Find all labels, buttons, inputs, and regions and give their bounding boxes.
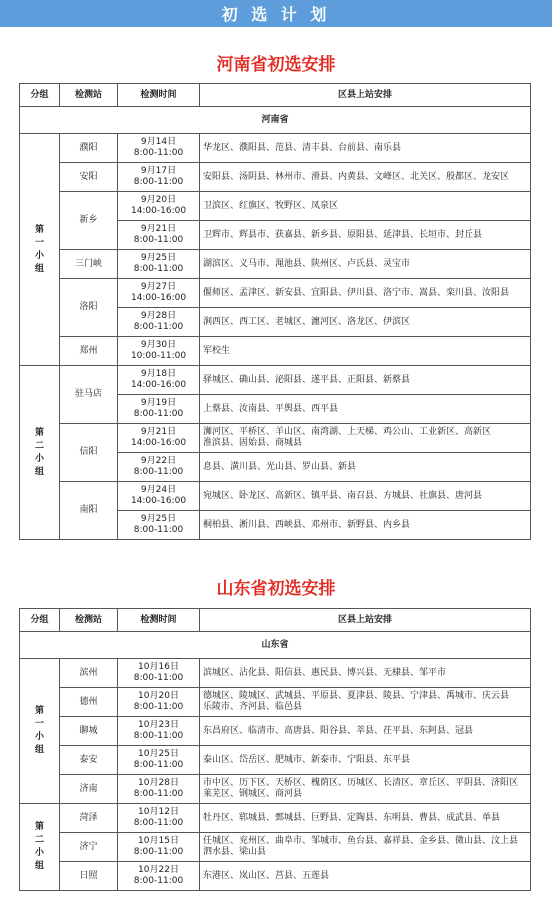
time-cell: 10月15日 8:00-11:00 bbox=[118, 833, 200, 862]
time-cell: 9月30日 10:00-11:00 bbox=[118, 337, 200, 366]
station-cell: 日照 bbox=[60, 862, 118, 891]
table-header-row bbox=[20, 84, 531, 107]
group-label: 第 一 小 组 bbox=[20, 659, 60, 804]
station-cell: 滨州 bbox=[60, 659, 118, 688]
station-cell: 济宁 bbox=[60, 833, 118, 862]
time-cell: 10月22日 8:00-11:00 bbox=[118, 862, 200, 891]
group-label: 第 二 小 组 bbox=[20, 804, 60, 891]
station-cell: 濮阳 bbox=[60, 134, 118, 163]
time-cell: 9月27日 14:00-16:00 bbox=[118, 279, 200, 308]
time-cell: 9月17日 8:00-11:00 bbox=[118, 163, 200, 192]
station-cell: 三门峡 bbox=[60, 250, 118, 279]
time-cell: 9月19日 8:00-11:00 bbox=[118, 395, 200, 424]
station-cell: 洛阳 bbox=[60, 279, 118, 337]
counties-cell: 湖滨区、义马市、渑池县、陕州区、卢氏县、灵宝市 bbox=[200, 250, 531, 279]
table-row bbox=[20, 482, 531, 511]
group-label: 第 二 小 组 bbox=[20, 366, 60, 540]
table-row bbox=[20, 833, 531, 862]
header-time: 检测时间 bbox=[118, 609, 200, 632]
table-row bbox=[20, 250, 531, 279]
table-row bbox=[20, 804, 531, 833]
table-row bbox=[20, 163, 531, 192]
time-cell: 10月23日 8:00-11:00 bbox=[118, 717, 200, 746]
table-header-row bbox=[20, 609, 531, 632]
time-cell: 9月28日 8:00-11:00 bbox=[118, 308, 200, 337]
time-cell: 9月25日 8:00-11:00 bbox=[118, 511, 200, 540]
counties-cell: 卫辉市、辉县市、获嘉县、新乡县、原阳县、延津县、长垣市、封丘县 bbox=[200, 221, 531, 250]
counties-cell: 军校生 bbox=[200, 337, 531, 366]
counties-cell: 滨城区、沾化县、阳信县、惠民县、博兴县、无棣县、邹平市 bbox=[200, 659, 531, 688]
province-row: 山东省 bbox=[20, 632, 531, 659]
counties-cell: 东昌府区、临清市、高唐县、阳谷县、莘县、茌平县、东阿县、冠县 bbox=[200, 717, 531, 746]
time-cell: 9月24日 14:00-16:00 bbox=[118, 482, 200, 511]
counties-cell: 安阳县、汤阴县、林州市、滑县、内黄县、文峰区、北关区、殷都区、龙安区 bbox=[200, 163, 531, 192]
header-counties: 区县上站安排 bbox=[200, 84, 531, 107]
table-row bbox=[20, 134, 531, 163]
station-cell: 聊城 bbox=[60, 717, 118, 746]
counties-cell: 驿城区、确山县、泌阳县、遂平县、正阳县、新蔡县 bbox=[200, 366, 531, 395]
station-cell: 济南 bbox=[60, 775, 118, 804]
table-row bbox=[20, 775, 531, 804]
counties-cell: 浉河区、平桥区、羊山区、南湾湖、上天梯、鸡公山、工业新区、高新区 淮滨县、固始县、商城县 bbox=[200, 424, 531, 453]
time-cell: 10月16日 8:00-11:00 bbox=[118, 659, 200, 688]
counties-cell: 上蔡县、汝南县、平舆县、西平县 bbox=[200, 395, 531, 424]
time-cell: 10月25日 8:00-11:00 bbox=[118, 746, 200, 775]
counties-cell: 息县、潢川县、光山县、罗山县、新县 bbox=[200, 453, 531, 482]
banner bbox=[0, 0, 552, 27]
station-cell: 信阳 bbox=[60, 424, 118, 482]
counties-cell: 东港区、岚山区、莒县、五莲县 bbox=[200, 862, 531, 891]
station-cell: 菏泽 bbox=[60, 804, 118, 833]
henan-schedule-table bbox=[19, 83, 531, 540]
counties-cell: 牡丹区、郓城县、鄄城县、巨野县、定陶县、东明县、曹县、成武县、单县 bbox=[200, 804, 531, 833]
counties-cell: 涧西区、西工区、老城区、瀍河区、洛龙区、伊滨区 bbox=[200, 308, 531, 337]
header-group: 分组 bbox=[20, 609, 60, 632]
counties-cell: 桐柏县、淅川县、西峡县、邓州市、新野县、内乡县 bbox=[200, 511, 531, 540]
station-cell: 驻马店 bbox=[60, 366, 118, 424]
header-time: 检测时间 bbox=[118, 84, 200, 107]
station-cell: 泰安 bbox=[60, 746, 118, 775]
table-row bbox=[20, 688, 531, 717]
table-row bbox=[20, 424, 531, 453]
station-cell: 郑州 bbox=[60, 337, 118, 366]
station-cell: 德州 bbox=[60, 688, 118, 717]
time-cell: 9月25日 8:00-11:00 bbox=[118, 250, 200, 279]
station-cell: 安阳 bbox=[60, 163, 118, 192]
time-cell: 9月18日 14:00-16:00 bbox=[118, 366, 200, 395]
table-row bbox=[20, 746, 531, 775]
header-counties: 区县上站安排 bbox=[200, 609, 531, 632]
counties-cell: 华龙区、濮阳县、范县、清丰县、台前县、南乐县 bbox=[200, 134, 531, 163]
station-cell: 南阳 bbox=[60, 482, 118, 540]
time-cell: 10月20日 8:00-11:00 bbox=[118, 688, 200, 717]
table-row bbox=[20, 659, 531, 688]
table-row bbox=[20, 366, 531, 395]
header-group: 分组 bbox=[20, 84, 60, 107]
time-cell: 9月20日 14:00-16:00 bbox=[118, 192, 200, 221]
time-cell: 10月28日 8:00-11:00 bbox=[118, 775, 200, 804]
time-cell: 10月12日 8:00-11:00 bbox=[118, 804, 200, 833]
time-cell: 9月21日 8:00-11:00 bbox=[118, 221, 200, 250]
counties-cell: 任城区、兖州区、曲阜市、邹城市、鱼台县、嘉祥县、金乡县、微山县、汶上县 泗水县、梁山县 bbox=[200, 833, 531, 862]
counties-cell: 德城区、陵城区、武城县、平原县、夏津县、陵县、宁津县、禹城市、庆云县 乐陵市、齐河县、临邑县 bbox=[200, 688, 531, 717]
shandong-schedule-table bbox=[19, 608, 531, 891]
banner-title: 初 选 计 划 bbox=[221, 5, 331, 24]
header-station: 检测站 bbox=[60, 84, 118, 107]
counties-cell: 卫滨区、红旗区、牧野区、凤泉区 bbox=[200, 192, 531, 221]
shandong-section-title: 山东省初选安排 bbox=[216, 579, 336, 599]
group-label: 第 一 小 组 bbox=[20, 134, 60, 366]
table-row bbox=[20, 337, 531, 366]
table-row bbox=[20, 279, 531, 308]
header-station: 检测站 bbox=[60, 609, 118, 632]
province-row: 河南省 bbox=[20, 107, 531, 134]
station-cell: 新乡 bbox=[60, 192, 118, 250]
time-cell: 9月14日 8:00-11:00 bbox=[118, 134, 200, 163]
henan-section-title: 河南省初选安排 bbox=[216, 55, 336, 75]
time-cell: 9月21日 14:00-16:00 bbox=[118, 424, 200, 453]
counties-cell: 泰山区、岱岳区、肥城市、新泰市、宁阳县、东平县 bbox=[200, 746, 531, 775]
counties-cell: 偃师区、孟津区、新安县、宜阳县、伊川县、洛宁市、嵩县、栾川县、汝阳县 bbox=[200, 279, 531, 308]
table-row bbox=[20, 192, 531, 221]
table-row bbox=[20, 717, 531, 746]
counties-cell: 宛城区、卧龙区、高新区、镇平县、南召县、方城县、社旗县、唐河县 bbox=[200, 482, 531, 511]
table-row bbox=[20, 862, 531, 891]
time-cell: 9月22日 8:00-11:00 bbox=[118, 453, 200, 482]
counties-cell: 市中区、历下区、天桥区、槐荫区、历城区、长清区、章丘区、平阴县、济阳区 莱芜区、钢城区、商河县 bbox=[200, 775, 531, 804]
